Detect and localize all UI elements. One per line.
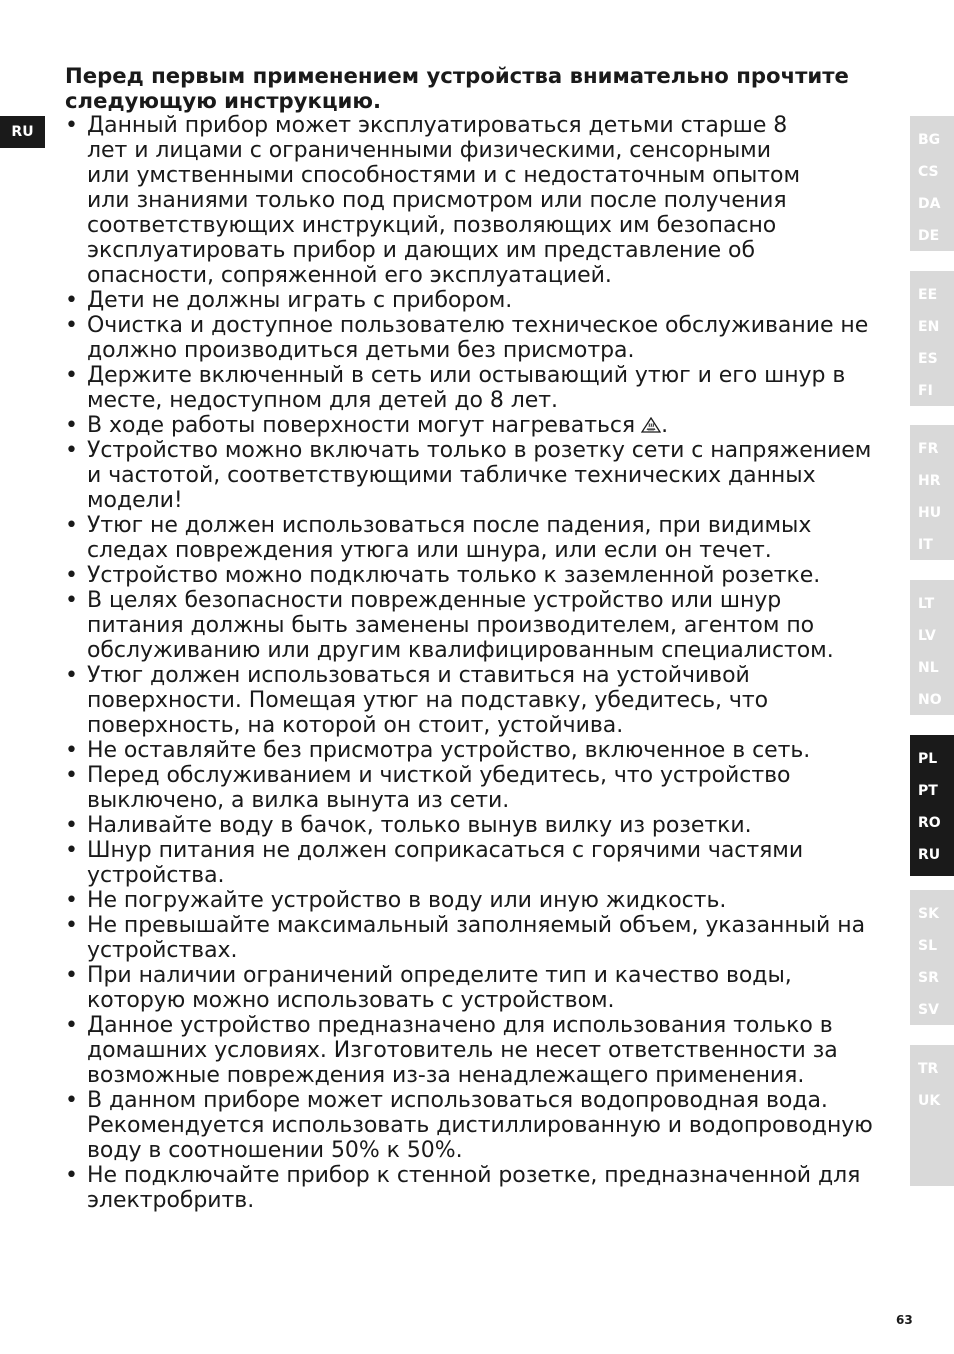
- list-item: [65, 913, 897, 963]
- list-item: [65, 438, 897, 513]
- bullet-mark: •: [65, 763, 78, 788]
- list-item-text: Шнур питания не должен соприкасаться с горячими частями устройства.: [87, 838, 804, 888]
- list-item: [65, 838, 897, 888]
- list-item: [65, 563, 897, 588]
- list-item: [65, 738, 897, 763]
- list-item-text: Данное устройство предназначено для использования только в домашних условиях. Изготовитель не несет ответственности за возможные повреждения из-за ненадлежащего применения.: [87, 1013, 838, 1088]
- language-code-ro: RO: [918, 815, 941, 831]
- list-item-suffix: .: [661, 413, 669, 438]
- list-item-text: Утюг не должен использоваться после падения, при видимых следах повреждения утюга или шнура, или если он течет.: [87, 513, 812, 563]
- list-item: [65, 813, 897, 838]
- bullet-mark: •: [65, 413, 78, 438]
- list-item-text: Не погружайте устройство в воду или иную жидкость.: [87, 888, 727, 913]
- language-group: [910, 116, 954, 251]
- list-item: [65, 888, 897, 913]
- language-code-ee: EE: [918, 287, 938, 303]
- bullet-mark: •: [65, 838, 78, 863]
- language-group: [910, 735, 954, 876]
- language-group: [910, 271, 954, 406]
- list-item-text: В данном приборе может использоваться водопроводная вода. Рекомендуется использовать дистиллированную и водопроводную воду в соотношении 50% к 50%.: [87, 1088, 873, 1163]
- page-number: 63: [896, 1313, 913, 1327]
- list-item: [65, 663, 897, 738]
- list-item: [65, 1013, 897, 1088]
- language-code-cs: CS: [918, 164, 939, 180]
- language-code-es: ES: [918, 351, 938, 367]
- list-item: [65, 288, 897, 313]
- language-group: [910, 425, 954, 560]
- list-item: [65, 113, 897, 288]
- list-item-text: Не оставляйте без присмотра устройство, включенное в сеть.: [87, 738, 811, 763]
- language-code-fr: FR: [918, 441, 939, 457]
- list-item: [65, 313, 897, 363]
- language-code-lt: LT: [918, 596, 935, 612]
- language-code-de: DE: [918, 228, 940, 244]
- list-item-text: Перед обслуживанием и чисткой убедитесь, что устройство выключено, а вилка вынута из сети.: [87, 763, 791, 813]
- language-code-en: EN: [918, 319, 940, 335]
- list-item-text: Дети не должны играть с прибором.: [87, 288, 513, 313]
- list-item-text: Наливайте воду в бачок, только вынув вилку из розетки.: [87, 813, 752, 838]
- list-item-text: Данный прибор может эксплуатироваться детьми старше 8 лет и лицами с ограниченными физическими, сенсорными или умственными способностями и с недостаточным опытом или знаниями только под присмотром или после получения соответствующих инструкций, позволяющих им безопасно эксплуатировать прибор и дающих им представление об опасности, сопряженной его эксплуатацией.: [87, 113, 801, 288]
- language-group: [910, 890, 954, 1025]
- list-item-text: Утюг должен использоваться и ставиться на устойчивой поверхности. Помещая утюг на подставку, убедитесь, что поверхность, на которой он стоит, устойчива.: [87, 663, 769, 738]
- language-code-sv: SV: [918, 1002, 939, 1018]
- list-item: [65, 963, 897, 1013]
- bullet-mark: •: [65, 438, 78, 463]
- language-code-ru: RU: [918, 847, 941, 863]
- list-item: [65, 1088, 897, 1163]
- list-item-text: Устройство можно подключать только к заземленной розетке.: [87, 563, 821, 588]
- language-code-tr: TR: [918, 1061, 939, 1077]
- bullet-mark: •: [65, 563, 78, 588]
- language-code-no: NO: [918, 692, 942, 708]
- list-item: [65, 763, 897, 813]
- list-item-text: Не превышайте максимальный заполняемый объем, указанный на устройствах.: [87, 913, 866, 963]
- list-item: [65, 513, 897, 563]
- list-item-text: При наличии ограничений определите тип и качество воды, которую можно использовать с устройством.: [87, 963, 792, 1013]
- bullet-mark: •: [65, 663, 78, 688]
- bullet-mark: •: [65, 913, 78, 938]
- bullet-mark: •: [65, 313, 78, 338]
- bullet-mark: •: [65, 813, 78, 838]
- bullet-mark: •: [65, 288, 78, 313]
- language-code-bg: BG: [918, 132, 941, 148]
- bullet-mark: •: [65, 513, 78, 538]
- list-item-text: В ходе работы поверхности могут нагреваться: [87, 413, 636, 438]
- bullet-mark: •: [65, 588, 78, 613]
- bullet-mark: •: [65, 113, 78, 138]
- hot-surface-warning-icon: [641, 417, 661, 433]
- bullet-mark: •: [65, 1013, 78, 1038]
- language-code-pl: PL: [918, 751, 938, 767]
- language-code-it: IT: [918, 537, 933, 553]
- language-code-hu: HU: [918, 505, 942, 521]
- list-item: [65, 363, 897, 413]
- language-code-da: DA: [918, 196, 941, 212]
- language-code-fi: FI: [918, 383, 933, 399]
- list-item-text: В целях безопасности поврежденные устройство или шнур питания должны быть заменены производителем, агентом по обслуживанию или другим квалифицированным специалистом.: [87, 588, 834, 663]
- bullet-mark: •: [65, 363, 78, 388]
- current-language-tab: RU: [0, 116, 45, 148]
- list-item: [65, 588, 897, 663]
- language-code-hr: HR: [918, 473, 941, 489]
- language-code-lv: LV: [918, 628, 936, 644]
- list-item: [65, 413, 897, 438]
- safety-instructions-list: [65, 113, 897, 1213]
- language-group: [910, 1045, 954, 1186]
- bullet-mark: •: [65, 888, 78, 913]
- list-item: [65, 1163, 897, 1213]
- bullet-mark: •: [65, 1088, 78, 1113]
- language-code-sl: SL: [918, 938, 938, 954]
- list-item-text: Очистка и доступное пользователю техническое обслуживание не должно производиться детьми без присмотра.: [87, 313, 869, 363]
- language-code-uk: UK: [918, 1093, 941, 1109]
- bullet-mark: •: [65, 963, 78, 988]
- list-item-text: Держите включенный в сеть или остывающий утюг и его шнур в месте, недоступном для детей до 8 лет.: [87, 363, 846, 413]
- language-code-pt: PT: [918, 783, 938, 799]
- list-item-text: Устройство можно включать только в розетку сети с напряжением и частотой, соответствующими табличке технических данных модели!: [87, 438, 872, 513]
- page-heading: Перед первым применением устройства внимательно прочтите следующую инструкцию.: [65, 63, 849, 113]
- bullet-mark: •: [65, 738, 78, 763]
- bullet-mark: •: [65, 1163, 78, 1188]
- list-item-text: Не подключайте прибор к стенной розетке, предназначенной для электробритв.: [87, 1163, 861, 1213]
- language-code-sk: SK: [918, 906, 939, 922]
- language-code-nl: NL: [918, 660, 939, 676]
- language-code-sr: SR: [918, 970, 939, 986]
- main-content: [65, 63, 897, 1213]
- language-group: [910, 580, 954, 715]
